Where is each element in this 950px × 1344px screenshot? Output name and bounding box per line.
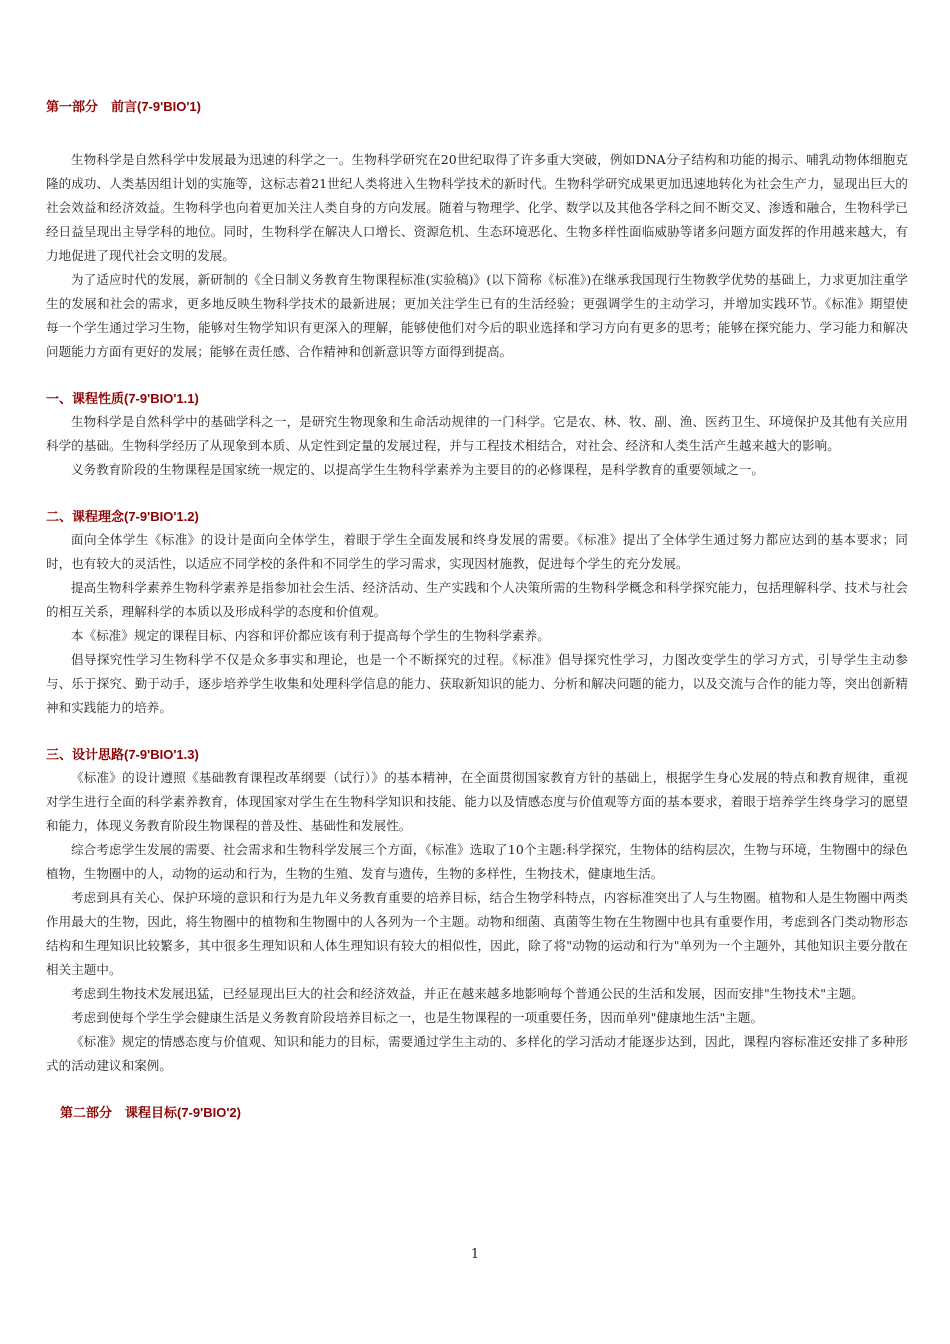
paragraph: 《标准》的设计遵照《基础教育课程改革纲要（试行）》的基本精神，在全面贯彻国家教育方针的基础上，根据学生身心发展的特点和教育规律，重视对学生进行全面的科学素养教育，体现国家对学生在生物科学知识和技能、能力以及情感态度与价值观等方面的基本要求，着眼于培养学生终身学习的愿望和能力，体现义务教育阶段生物课程的普及性、基础性和发展性。 bbox=[46, 770, 908, 833]
paragraph: 生物科学是自然科学中的基础学科之一，是研究生物现象和生命活动规律的一门科学。它是农、林、牧、副、渔、医药卫生、环境保护及其他有关应用科学的基础。生物科学经历了从现象到本质、从定性到定量的发展过程，并与工程技术相结合，对社会、经济和人类生活产生越来越大的影响。 bbox=[46, 414, 908, 453]
paragraph: 考虑到使每个学生学会健康生活是义务教育阶段培养目标之一，也是生物课程的一项重要任务，因而单列"健康地生活"主题。 bbox=[71, 1010, 764, 1025]
part2-heading: 第二部分 课程目标(7-9'BIO'2) bbox=[60, 1105, 241, 1120]
paragraph: 生物科学是自然科学中发展最为迅速的科学之一。生物科学研究在20世纪取得了许多重大突破，例如DNA分子结构和功能的揭示、哺乳动物体细胞克隆的成功、人类基因组计划的实施等，这标志着21世纪人类将进入生物科学技术的新时代。生物科学研究成果更加迅速地转化为社会生产力，显现出巨大的社会效益和经济效益。生物科学也向着更加关注人类自身的方向发展。随着与物理学、化学、数学以及其他各学科之间不断交叉、渗透和融合，生物科学已经日益呈现出主导学科的地位。同时，生物科学在解决人口增长、资源危机、生态环境恶化、生物多样性面临威胁等诸多问题方面发挥的作用越来越大，有力地促进了现代社会文明的发展。 bbox=[46, 152, 908, 263]
paragraph: 本《标准》规定的课程目标、内容和评价都应该有利于提高每个学生的生物科学素养。 bbox=[71, 628, 550, 643]
section3-heading: 三、设计思路(7-9'BIO'1.3) bbox=[46, 747, 199, 762]
paragraph: 提高生物科学素养生物科学素养是指参加社会生活、经济活动、生产实践和个人决策所需的生物科学概念和科学探究能力，包括理解科学、技术与社会的相互关系，理解科学的本质以及形成科学的态度和价值观。 bbox=[46, 580, 908, 619]
part1-heading: 第一部分 前言(7-9'BIO'1) bbox=[46, 99, 201, 114]
paragraph: 考虑到具有关心、保护环境的意识和行为是九年义务教育重要的培养目标，结合生物学科特点，内容标准突出了人与生物圈。植物和人是生物圈中两类作用最大的生物，因此，将生物圈中的植物和生物圈中的人各列为一个主题。动物和细菌、真菌等生物在生物圈中也具有重要作用，考虑到各门类动物形态结构和生理知识比较繁多，其中很多生理知识和人体生理知识有较大的相似性，因此，除了将"动物的运动和行为"单列为一个主题外，其他知识主要分散在相关主题中。 bbox=[46, 890, 908, 977]
paragraph: 面向全体学生《标准》的设计是面向全体学生，着眼于学生全面发展和终身发展的需要。《标准》提出了全体学生通过努力都应达到的基本要求；同时，也有较大的灵活性，以适应不同学校的条件和不同学生的学习需求，实现因材施教，促进每个学生的充分发展。 bbox=[46, 532, 908, 571]
paragraph: 倡导探究性学习生物科学不仅是众多事实和理论，也是一个不断探究的过程。《标准》倡导探究性学习，力图改变学生的学习方式，引导学生主动参与、乐于探究、勤于动手，逐步培养学生收集和处理科学信息的能力、获取新知识的能力、分析和解决问题的能力，以及交流与合作的能力等，突出创新精神和实践能力的培养。 bbox=[46, 652, 908, 715]
section1-heading: 一、课程性质(7-9'BIO'1.1) bbox=[46, 391, 199, 406]
document-body bbox=[46, 96, 908, 1124]
paragraph: 《标准》规定的情感态度与价值观、知识和能力的目标，需要通过学生主动的、多样化的学习活动才能逐步达到，因此，课程内容标准还安排了多种形式的活动建议和案例。 bbox=[46, 1034, 908, 1073]
section2-heading: 二、课程理念(7-9'BIO'1.2) bbox=[46, 509, 199, 524]
paragraph: 为了适应时代的发展，新研制的《全日制义务教育生物课程标准(实验稿)》(以下简称《标准》)在继承我国现行生物教学优势的基础上，力求更加注重学生的发展和社会的需求，更多地反映生物科学技术的最新进展；更加关注学生已有的生活经验；更强调学生的主动学习，并增加实践环节。《标准》期望使每一个学生通过学习生物，能够对生物学知识有更深入的理解，能够使他们对今后的职业选择和学习方向有更多的思考；能够在探究能力、学习能力和解决问题能力方面有更好的发展；能够在责任感、合作精神和创新意识等方面得到提高。 bbox=[46, 272, 908, 359]
paragraph: 综合考虑学生发展的需要、社会需求和生物科学发展三个方面，《标准》选取了10个主题:科学探究，生物体的结构层次，生物与环境，生物圈中的绿色植物，生物圈中的人，动物的运动和行为，生物的生殖、发育与遗传，生物的多样性，生物技术，健康地生活。 bbox=[46, 842, 908, 881]
paragraph: 义务教育阶段的生物课程是国家统一规定的、以提高学生生物科学素养为主要目的的必修课程，是科学教育的重要领域之一。 bbox=[71, 462, 765, 477]
page-number: 1 bbox=[470, 1247, 480, 1262]
paragraph: 考虑到生物技术发展迅猛，已经显现出巨大的社会和经济效益，并正在越来越多地影响每个普通公民的生活和发展，因而安排"生物技术"主题。 bbox=[71, 986, 864, 1001]
